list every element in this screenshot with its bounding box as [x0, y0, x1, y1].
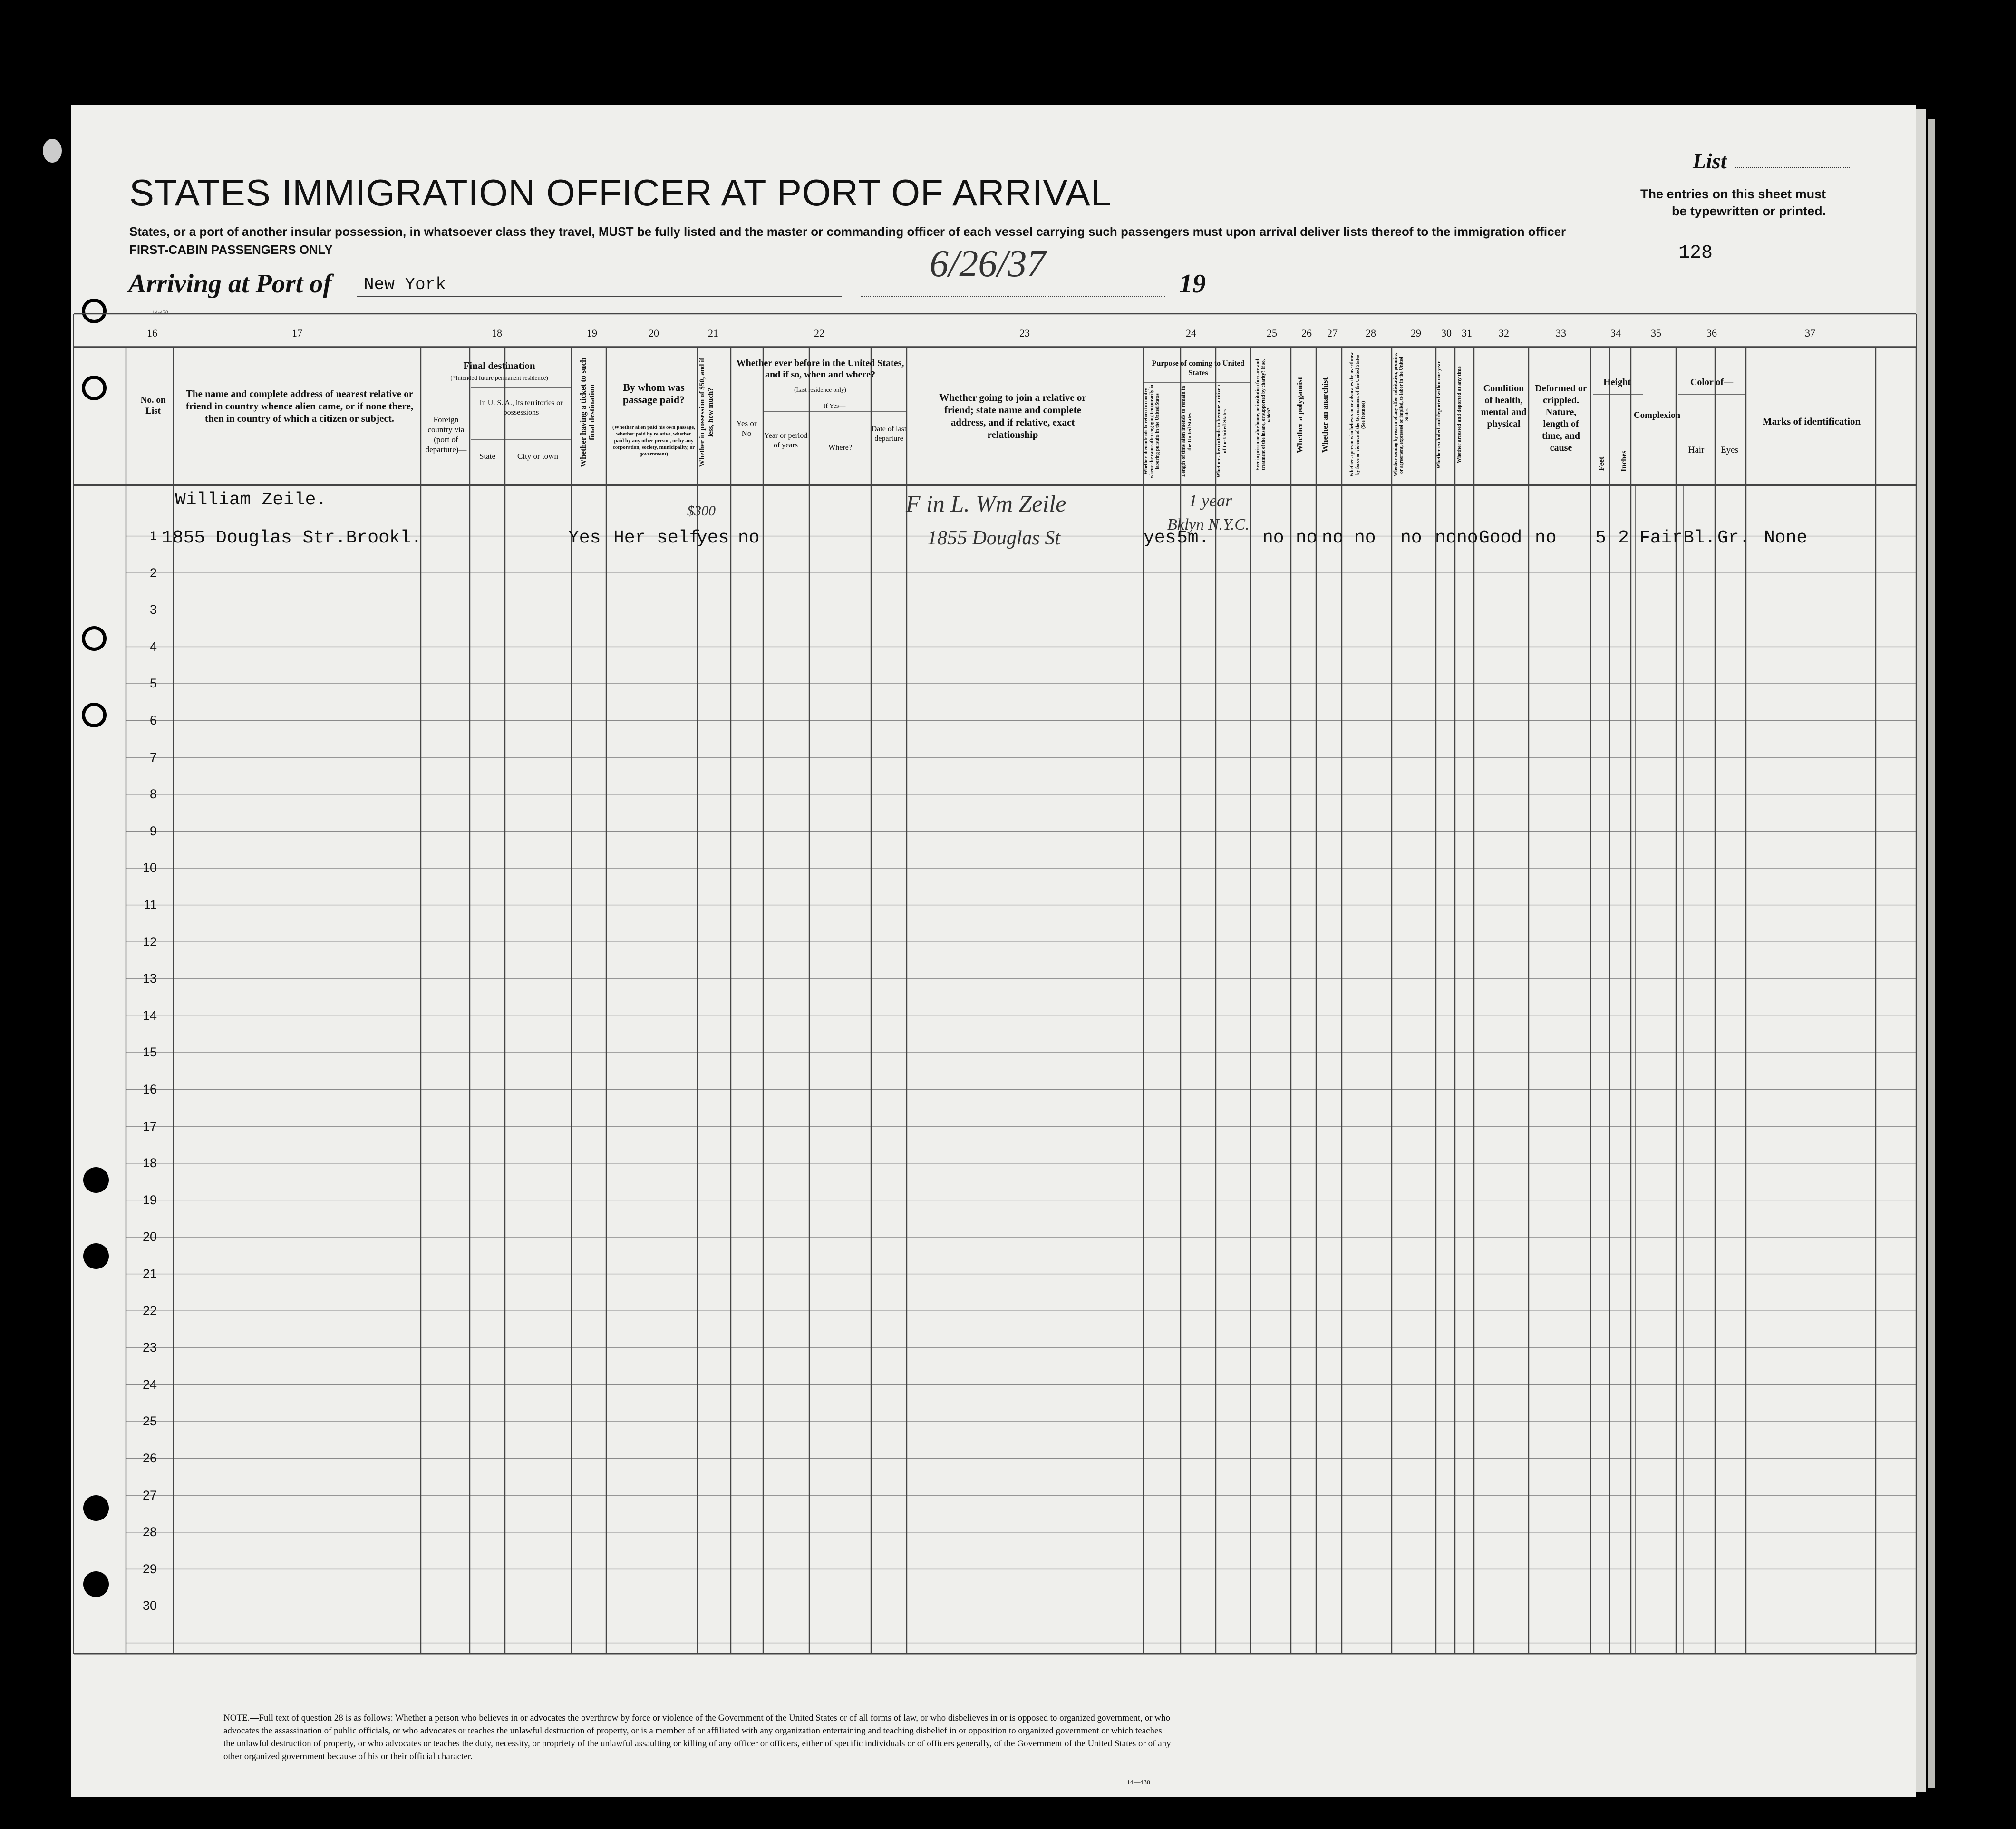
- footnote: NOTE.—Full text of question 28 is as follows: Whether a person who believes in or advocates the overthrow by force or violence of the Government of the United States or of all forms of law, or who disbelieves in or is opposed to organized government, or who advocates the assassination of public officials, or who advocates or teaches the unlawful destruction of property, or is a member of or affiliated with any organization entertaining and teaching disbelief in or opposition to organized government or which teaches the unlawful destruction of property, or who advocates or teaches the duty, necessity, or propriety of the unlawful assaulting or killing of any officer or officers, either of specific individuals or of officers generally, of the Government of the United States or of any other organized government because of his or their official character.: [223, 1713, 1171, 1761]
- form-code: 14—430: [1127, 1779, 1150, 1786]
- height-inches-value: 2: [1618, 528, 1629, 548]
- row-number: 6: [149, 713, 157, 727]
- header-polygamist: Whether a polygamist: [1295, 377, 1304, 453]
- note-line: be typewritten or printed.: [1672, 204, 1826, 218]
- header-hair: Hair: [1688, 445, 1705, 455]
- polygamist-value: no: [1296, 528, 1318, 548]
- row-number: 9: [149, 823, 157, 838]
- join-relative-line2: 1855 Douglas St: [927, 527, 1061, 549]
- row-number: 29: [142, 1561, 157, 1576]
- row-number: 12: [142, 934, 157, 949]
- column-number: 20: [649, 327, 659, 339]
- anarchist-value: no: [1322, 528, 1344, 548]
- header-become-citizen: Whether alien intends to become a citizen of the United States: [1216, 385, 1228, 478]
- header-inches: Inches: [1620, 450, 1628, 472]
- header-marks: Marks of identification: [1762, 416, 1861, 427]
- row-number: 20: [142, 1229, 157, 1244]
- deformed-value: no: [1535, 528, 1557, 548]
- return-intent-value: yes: [1144, 528, 1176, 548]
- column-number: 28: [1366, 327, 1376, 339]
- marks-value: None: [1764, 528, 1808, 548]
- column-number: 23: [1019, 327, 1030, 339]
- column-number: 30: [1441, 327, 1452, 339]
- header-join-relative: Whether going to join a relative or friend; state name and complete address, and if relative, exact relationship: [939, 392, 1086, 440]
- header-usa: In U. S. A., its territories or possessions: [479, 399, 563, 416]
- header-final-destination: Final destination: [463, 360, 535, 371]
- row-number: 5: [149, 676, 157, 691]
- row-number: 10: [142, 861, 157, 875]
- header-year-period: Year or period of years: [764, 432, 808, 449]
- passage-paid-value: Her self: [613, 528, 700, 548]
- row-number: 18: [142, 1156, 157, 1171]
- join-relative-line1: F in L. Wm Zeile: [906, 490, 1066, 517]
- cabin-class: FIRST-CABIN PASSENGERS ONLY: [129, 242, 333, 257]
- row-number: 8: [149, 787, 157, 802]
- port-value: New York: [364, 275, 446, 294]
- header-deformed: Deformed or crippled. Nature, length of time, and cause: [1535, 383, 1587, 453]
- height-feet-value: 5: [1595, 528, 1606, 548]
- overthrow-value: no: [1354, 528, 1376, 548]
- column-number: 35: [1651, 327, 1661, 339]
- relative-address: 1855 Douglas Str.Brookl.: [162, 528, 422, 548]
- row-number: 4: [149, 639, 157, 654]
- header-before-in-us: Whether ever before in the United States, and if so, when and where?: [736, 358, 904, 380]
- length-stay-value: 5m.: [1177, 528, 1210, 548]
- subtitle: States, or a port of another insular possession, in whatsoever class they travel, MUST be fully listed and the master or commanding officer of each vessel carrying such passengers must upon arrival deliver lists thereof to the immigration officer: [129, 224, 1566, 239]
- row-number: 27: [142, 1488, 157, 1502]
- note-line: The entries on this sheet must: [1640, 187, 1826, 201]
- row-number: 3: [149, 602, 157, 617]
- header-passage-paid: By whom was passage paid?: [622, 381, 685, 406]
- hair-value: Bl.: [1683, 528, 1716, 548]
- before-in-us-value: no: [738, 528, 760, 548]
- column-number: 37: [1805, 327, 1815, 339]
- page-title: STATES IMMIGRATION OFFICER AT PORT OF ARRIVAL: [129, 172, 1112, 213]
- header-if-yes: If Yes—: [823, 403, 846, 410]
- row-number: 16: [142, 1082, 157, 1096]
- column-number: 25: [1267, 327, 1277, 339]
- row-number: 11: [143, 898, 157, 912]
- header-labor-offer: Whether coming by reason of any offer, solicitation, promise, or agreement, expressed or implied, to labor in the United States: [1393, 353, 1410, 477]
- labor-offer-value: no: [1400, 528, 1422, 548]
- row-number: 30: [142, 1598, 157, 1613]
- column-number: 34: [1610, 327, 1621, 339]
- header-feet: Feet: [1598, 456, 1606, 471]
- form-code-top: 14-430: [152, 309, 168, 316]
- length-stay-handwritten: 1 year: [1189, 491, 1232, 510]
- join-relative-line3: Bklyn N.Y.C.: [1167, 516, 1250, 533]
- header-anarchist: Whether an anarchist: [1320, 377, 1329, 453]
- column-number: 32: [1499, 327, 1509, 339]
- row-number: 21: [142, 1267, 157, 1281]
- header-length-stay: Length of time alien intends to remain in the United States: [1181, 386, 1192, 477]
- header-arrested: Whether arrested and deported at any time: [1456, 366, 1462, 464]
- money-value: yes: [697, 528, 729, 548]
- row-number: 1: [149, 529, 157, 543]
- column-number: 29: [1411, 327, 1421, 339]
- header-purpose-return: Whether alien intends to return to country whence he came after engaging temporarily in laboring pursuits in the United States: [1144, 385, 1160, 478]
- ticket-value: Yes: [568, 528, 601, 548]
- column-number: 31: [1462, 327, 1472, 339]
- column-number: 19: [587, 327, 597, 339]
- row-number: 14: [142, 1008, 157, 1023]
- column-number: 18: [492, 327, 502, 339]
- header-color: Color of—: [1690, 377, 1734, 387]
- arrested-value: no: [1456, 528, 1478, 548]
- row-number: 2: [149, 565, 157, 580]
- header-date-departure: Date of last departure: [871, 425, 907, 443]
- header-no-on-list: No. on List: [140, 395, 166, 416]
- column-number: 33: [1556, 327, 1566, 339]
- row-number: 15: [142, 1045, 157, 1060]
- header-fifty-dollars: Whether in possession of $50, and if less, how much?: [698, 358, 715, 467]
- header-before-note: (Last residence only): [794, 386, 846, 393]
- row-number: 17: [142, 1119, 157, 1133]
- header-final-destination-note: (*Intended future permanent residence): [450, 374, 548, 381]
- column-number: 16: [147, 327, 157, 339]
- column-number: 24: [1186, 327, 1196, 339]
- row-number: 26: [142, 1451, 157, 1465]
- relative-name: William Zeile.: [175, 490, 327, 510]
- year-prefix: 19: [1179, 269, 1206, 299]
- column-number: 17: [292, 327, 302, 339]
- header-city: City or town: [517, 452, 558, 461]
- arrival-date: 6/26/37: [930, 243, 1046, 285]
- row-number: 7: [149, 750, 157, 765]
- excluded-value: no: [1435, 528, 1457, 548]
- header-height: Height: [1603, 377, 1631, 387]
- page-number: 128: [1678, 242, 1713, 264]
- header-nearest-relative: The name and complete address of nearest relative or friend in country whence alien came, or if none there, then in country of which a citizen or subject.: [185, 388, 414, 424]
- header-complexion: Complexion: [1633, 410, 1681, 420]
- header-overthrow: Whether a person who believes in or advocates the overthrow by force or violence of the Government of the United States (See footnote): [1349, 352, 1366, 477]
- header-excluded: Whether excluded and deported within one year: [1436, 361, 1442, 469]
- header-yes-or-no: Yes or No: [736, 419, 757, 438]
- header-health: Condition of health, mental and physical: [1481, 383, 1527, 429]
- eyes-value: Gr.: [1717, 528, 1750, 548]
- list-label: List: [1693, 149, 1727, 173]
- complexion-value: Fair: [1639, 528, 1683, 548]
- row-number: 28: [142, 1525, 157, 1539]
- row-number: 13: [142, 971, 157, 986]
- prison-value: no: [1262, 528, 1284, 548]
- column-number: 36: [1706, 327, 1717, 339]
- row-number: 24: [142, 1377, 157, 1392]
- column-number: 22: [814, 327, 824, 339]
- column-number: 27: [1327, 327, 1338, 339]
- arriving-label: Arriving at Port of: [128, 269, 332, 299]
- column-number: 26: [1301, 327, 1312, 339]
- header-purpose: Purpose of coming to United States: [1152, 359, 1245, 377]
- money-handwritten: $300: [687, 503, 716, 519]
- header-foreign-country: Foreign country via (port of departure)—: [425, 415, 467, 454]
- header-where: Where?: [828, 444, 852, 452]
- health-value: Good: [1479, 528, 1522, 548]
- row-number: 19: [142, 1192, 157, 1207]
- row-number: 23: [142, 1340, 157, 1355]
- header-state: State: [479, 452, 495, 461]
- header-prison: Ever in prison or almshouse, or institution for care and treatment of the insane, or supported by charity? If so, which?: [1255, 359, 1272, 471]
- header-ticket: Whether having a ticket to such final destination: [579, 358, 596, 467]
- header-eyes: Eyes: [1721, 445, 1738, 455]
- column-number: 21: [708, 327, 718, 339]
- header-passage-note: (Whether alien paid his own passage, whether paid by relative, whether paid by any other person, or by any corporation, society, municipality, or government): [612, 425, 695, 457]
- row-number: 22: [142, 1303, 157, 1318]
- row-number: 25: [142, 1414, 157, 1429]
